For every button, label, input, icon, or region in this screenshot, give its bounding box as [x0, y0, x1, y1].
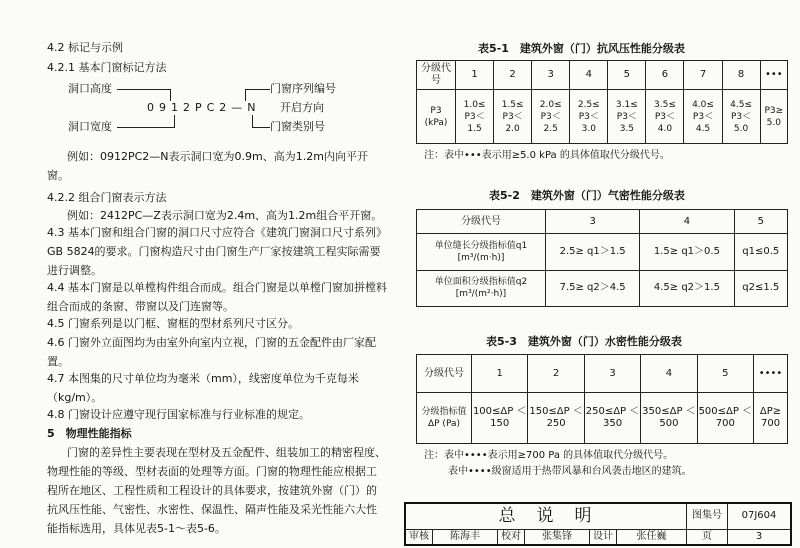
page-number: 3: [728, 529, 792, 545]
table-cell: 8: [722, 61, 760, 90]
table-cell: 500≤ΔP ＜700: [697, 393, 753, 444]
paragraph-5: 门窗的差异性主要表现在型材及五金配件、组装加工的精密程度、物理性能的等级、型材表面的处理等方面。门窗的物理性能应根据工程所在地区、工程性质和工程设计的具体要求，按建筑外窗（门）的抗风压性能、气密性、水密性、保温性、隔声性能及采光性能六大性能指标选用，具体见表5-1～表5-6。: [47, 446, 386, 535]
table-cell: 分级代号: [417, 355, 472, 393]
table-cell: •••: [760, 61, 787, 90]
atlas-number-label: 图集号: [687, 503, 728, 529]
table-row-label: 单位缝长分级指标值q1 [m³/(m·h)]: [417, 234, 546, 271]
opening-height-label: 洞口高度: [68, 82, 112, 95]
table-5-2-title: 表5-2 建筑外窗（门）气密性能分级表: [489, 189, 685, 202]
table-cell: 4: [640, 210, 734, 234]
opening-direction-label: 开启方向: [280, 101, 324, 114]
table-cell: 7.5≥ q2＞4.5: [546, 270, 640, 307]
table-cell: 1.5≥ q1＞0.5: [640, 234, 734, 271]
title-block: [404, 502, 792, 546]
section-5-heading: 5 物理性能指标: [47, 427, 132, 440]
design-name: 张任巍: [617, 529, 687, 545]
paragraph-4-8: 4.8 门窗设计应遵守现行国家标准与行业标准的规定。: [47, 408, 310, 421]
table-cell: 250≤ΔP ＜350: [584, 393, 640, 444]
paragraph-4-5: 4.5 门窗系列是以门框、窗框的型材系列尺寸区分。: [47, 317, 299, 330]
review-label: 审核: [405, 529, 433, 545]
table-5-3-note-1: 注：表中••••表示用≥700 Pa 的具体值取代分级代号。: [424, 450, 674, 461]
table-cell: 2.0≤ P3＜ 2.5: [532, 90, 570, 144]
series-number-label: 门窗序列编号: [270, 82, 336, 95]
table-row-label: 单位面积分级指标值q2 [m³/(m²·h)]: [417, 270, 546, 307]
table-cell: 3: [546, 210, 640, 234]
example-1-text: 例如：0912PC2—N表示洞口宽为0.9m、高为1.2m内向平开窗。: [47, 150, 368, 182]
table-cell: 100≤ΔP ＜150: [472, 393, 528, 444]
table-cell: q1≤0.5: [734, 234, 787, 271]
table-cell: P3≥ 5.0: [760, 90, 787, 144]
paragraph-4-7: 4.7 本图集的尺寸单位均为毫米（mm），线密度单位为千克每米（kg/m）。: [47, 372, 359, 404]
section-4-2-2-heading: 4.2.2 组合门窗表示方法: [47, 191, 167, 204]
type-number-label: 门窗类别号: [270, 120, 325, 133]
table-cell: 5: [697, 355, 753, 393]
table-row: [417, 234, 788, 271]
paragraph-4-3: 4.3 基本门窗和组合门窗的洞口尺寸应符合《建筑门窗洞口尺寸系列》GB 5824的要求。门窗构造尺寸由门窗生产厂家按建筑工程实际需要进行调整。: [47, 226, 387, 277]
atlas-number: 07J604: [728, 503, 792, 529]
table-cell: 3.1≤ P3＜ 3.5: [608, 90, 646, 144]
table-cell: 4.0≤ P3＜ 4.5: [684, 90, 722, 144]
table-cell: 4.5≥ q2＞1.5: [640, 270, 734, 307]
table-5-3-title: 表5-3 建筑外窗（门）水密性能分级表: [486, 335, 682, 348]
table-cell: 2.5≥ q1＞1.5: [546, 234, 640, 271]
table-cell: 3: [584, 355, 640, 393]
check-label: 校对: [498, 529, 525, 545]
table-5-2: [416, 209, 788, 307]
table-cell: 5: [734, 210, 787, 234]
table-5-1-title: 表5-1 建筑外窗（门）抗风压性能分级表: [478, 42, 685, 55]
table-5-1-note: 注：表中•••表示用≥5.0 kPa 的具体值取代分级代号。: [424, 150, 670, 161]
table-cell: 3.5≤ P3＜ 4.0: [646, 90, 684, 144]
opening-width-label: 洞口宽度: [68, 120, 112, 133]
table-cell: ••••: [754, 355, 788, 393]
drawing-title: 总 说 明: [405, 503, 687, 529]
table-cell: 1.0≤ P3＜ 1.5: [456, 90, 494, 144]
table-cell: 4.5≤ P3＜ 5.0: [722, 90, 760, 144]
table-cell: 150≤ΔP ＜250: [528, 393, 584, 444]
table-cell: 5: [608, 61, 646, 90]
marking-code: 0912PC2—N: [147, 101, 261, 114]
table-cell: 350≤ΔP ＜500: [641, 393, 697, 444]
table-cell: 4: [641, 355, 697, 393]
check-name: 张集锋: [525, 529, 590, 545]
table-5-3-note-2: 表中••••级窗适用于热带风暴和台风袭击地区的建筑。: [448, 466, 692, 477]
section-4-2-heading: 4.2 标记与示例: [47, 41, 123, 54]
table-row: [417, 270, 788, 307]
design-label: 设计: [590, 529, 617, 545]
table-cell: 分级代号: [417, 61, 456, 90]
table-cell: 1: [456, 61, 494, 90]
table-cell: 3: [532, 61, 570, 90]
table-5-3: [416, 354, 788, 444]
table-cell: 1: [472, 355, 528, 393]
paragraph-4-6: 4.6 门窗外立面图均为由室外向室内立视，门窗的五金配件由厂家配置。: [47, 336, 376, 368]
table-cell: ΔP≥ 700: [754, 393, 788, 444]
section-4-2-1-heading: 4.2.1 基本门窗标记方法: [47, 61, 167, 74]
table-cell: 2.5≤ P3＜ 3.0: [570, 90, 608, 144]
review-name: 陈海丰: [433, 529, 498, 545]
table-cell: 分级代号: [417, 210, 546, 234]
table-cell: 2: [528, 355, 584, 393]
table-5-1: [416, 60, 788, 144]
table-cell: 1.5≤ P3＜ 2.0: [494, 90, 532, 144]
table-cell: 6: [646, 61, 684, 90]
example-2-text: 例如：2412PC—Z表示洞口宽为2.4m、高为1.2m组合平开窗。: [67, 209, 383, 222]
table-cell: 2: [494, 61, 532, 90]
table-cell: 7: [684, 61, 722, 90]
table-cell: 4: [570, 61, 608, 90]
table-cell: q2≤1.5: [734, 270, 787, 307]
page-label: 页: [687, 529, 728, 545]
table-row-label: 分级指标值ΔP (Pa): [417, 393, 472, 444]
table-row-label: P3 (kPa): [417, 90, 456, 144]
paragraph-4-4: 4.4 基本门窗是以单樘构件组合而成。组合门窗是以单樘门窗加拼樘料组合而成的条窗、带窗以及门连窗等。: [47, 281, 387, 313]
